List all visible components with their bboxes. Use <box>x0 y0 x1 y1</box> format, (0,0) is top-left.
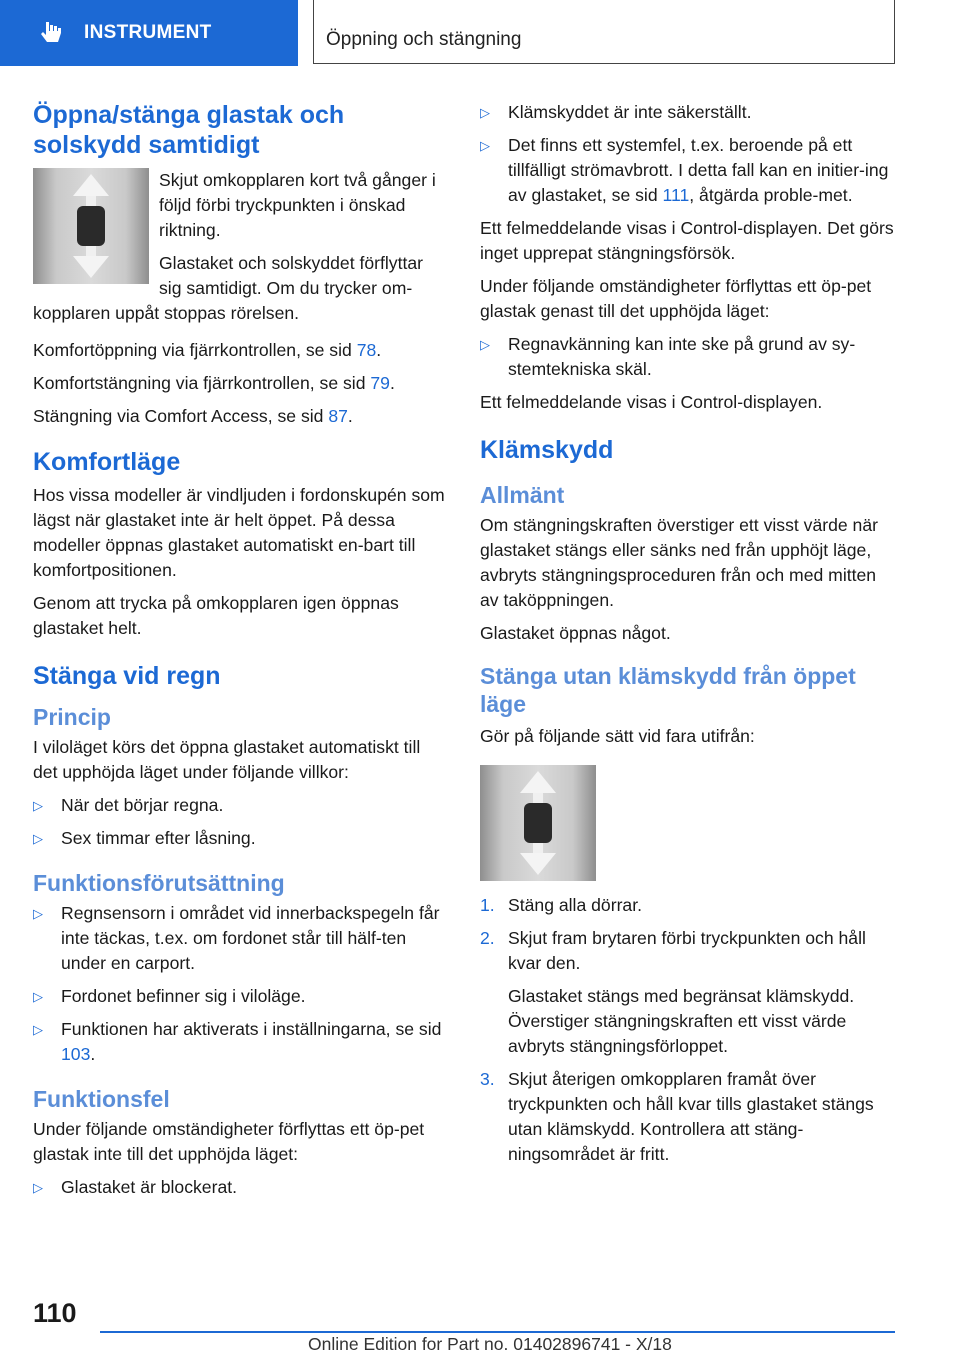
list-item: 1. Stäng alla dörrar. <box>480 895 642 915</box>
utan-paragraph: Gör på följande sätt vid fara utifrån: <box>480 726 755 746</box>
ref-comfort-access: Stängning via Comfort Access, se sid 87. <box>33 406 353 426</box>
princip-paragraph: I viloläget körs det öppna glastaket automatiskt till det upphöjda läget under följande villkor: <box>33 737 421 782</box>
intro-paragraph-1: Skjut omkopplaren kort två gånger i följd förbi tryckpunkten i önskad riktning. <box>159 170 436 240</box>
error-paragraph-2: Ett felmeddelande visas i Control-displayen. <box>480 392 823 412</box>
list-item: 2. Skjut fram brytaren förbi tryckpunkten och håll kvar den. Glastaket stängs med begränsat klämskydd. Överstiger stängningskraften ett visst värde avbryts stängningsförloppet. <box>480 926 895 1059</box>
footer-divider <box>100 1331 895 1333</box>
heading-stanga-regn: Stänga vid regn <box>33 662 221 690</box>
list-item: ▷ Glastaket är blockerat. <box>33 1177 238 1197</box>
section-title: INSTRUMENT <box>84 22 212 43</box>
condition-list <box>480 332 895 382</box>
princip-list <box>33 793 448 851</box>
switch-illustration <box>33 168 149 284</box>
forutsattning-list <box>33 901 448 1067</box>
heading-funktionsforutsattning: Funktionsförutsättning <box>33 870 285 896</box>
heading-princip: Princip <box>33 704 111 730</box>
allmant-paragraph-1: Om stängningskraften överstiger ett visst värde när glastaket stängs eller sänks ned från upphöjt läge, avbryts stängningsproceduren från och med mitten av taköppningen. <box>480 515 878 610</box>
list-item: ▷ Klämskyddet är inte säkerställt. <box>480 102 752 122</box>
list-item: ▷ Fordonet befinner sig i viloläge. <box>33 986 306 1006</box>
funktionsfel-list-continued <box>480 100 895 208</box>
steps-list <box>480 893 895 1167</box>
footer-edition: Online Edition for Part no. 01402896741 - X/18 <box>308 1334 672 1354</box>
page-link[interactable]: 78 <box>356 340 377 360</box>
switch-illustration-2 <box>480 765 596 881</box>
chapter-title: Öppning och stängning <box>326 29 522 50</box>
condition-paragraph: Under följande omständigheter förflyttas ett öp-pet glastak genast till det upphöjda läget: <box>480 276 872 321</box>
list-item: ▷ När det börjar regna. <box>33 795 224 815</box>
funktionsfel-list <box>33 1175 448 1200</box>
heading-komfortlage: Komfortläge <box>33 448 181 476</box>
section-tab[interactable] <box>0 0 298 66</box>
ref-comfort-close: Komfortstängning via fjärrkontrollen, se sid 79. <box>33 373 395 393</box>
funktionsfel-paragraph: Under följande omständigheter förflyttas ett öp-pet glastak inte till det upphöjda läget: <box>33 1119 425 1164</box>
left-column <box>33 100 448 1208</box>
heading-stanga-utan-klamskydd: Stänga utan klämskydd från öppet läge <box>480 663 856 717</box>
heading-klamskydd: Klämskydd <box>480 436 614 464</box>
step-2-note: Glastaket stängs med begränsat klämskydd. Överstiger stängningskraften ett visst värde avbryts stängningsförloppet. <box>508 986 855 1056</box>
page-header <box>0 0 960 66</box>
page-link[interactable]: 87 <box>328 406 348 426</box>
intro-paragraph-2: Glastaket och solskyddet förflyttar sig samtidigt. Om du trycker om-kopplaren uppåt stoppas rörelsen. <box>33 253 424 323</box>
heading-open-close-both: Öppna/stänga glastak och solskydd samtidigt <box>33 101 345 159</box>
page-link[interactable]: 103 <box>61 1044 91 1064</box>
chapter-tab <box>313 0 895 64</box>
komfort-paragraph-1: Hos vissa modeller är vindljuden i fordonskupén som lägst när glastaket inte är helt öppet. På dessa modeller öppnas glastaket automatiskt en-bart till komfortpositionen. <box>33 485 445 580</box>
list-item: ▷ Det finns ett systemfel, t.ex. beroende på ett tillfälligt strömavbrott. I detta fall kan en initier-ing av glastaket, se sid 111, åtgärda proble-met. <box>480 135 889 205</box>
list-item: ▷ Sex timmar efter låsning. <box>33 828 256 848</box>
list-item: ▷ Regnavkänning kan inte ske på grund av sy-stemtekniska skäl. <box>480 334 856 379</box>
page-link[interactable]: 111 <box>662 185 690 205</box>
hand-pointer-icon <box>40 20 64 46</box>
right-column <box>480 100 895 1175</box>
ref-comfort-open: Komfortöppning via fjärrkontrollen, se sid 78. <box>33 340 382 360</box>
allmant-paragraph-2: Glastaket öppnas något. <box>480 623 671 643</box>
list-item: ▷ Regnsensorn i området vid innerbackspegeln får inte täckas, t.ex. om fordonet står till hälf-ten under en carport. <box>33 903 440 973</box>
heading-funktionsfel: Funktionsfel <box>33 1086 170 1112</box>
page-link[interactable]: 79 <box>370 373 390 393</box>
heading-allmant: Allmänt <box>480 482 565 508</box>
list-item: ▷ Funktionen har aktiverats i inställningarna, se sid 103. <box>33 1019 442 1064</box>
komfort-paragraph-2: Genom att trycka på omkopplaren igen öppnas glastaket helt. <box>33 593 399 638</box>
list-item: 3. Skjut återigen omkopplaren framåt över tryckpunkten och håll kvar tills glastaket stängs utan klämskydd. Kontrollera att stäng-ningsområdet är fritt. <box>480 1069 874 1164</box>
error-paragraph-1: Ett felmeddelande visas i Control-displayen. Det görs inget upprepat stängningsförsök. <box>480 218 894 263</box>
page-number: 110 <box>33 1298 77 1328</box>
